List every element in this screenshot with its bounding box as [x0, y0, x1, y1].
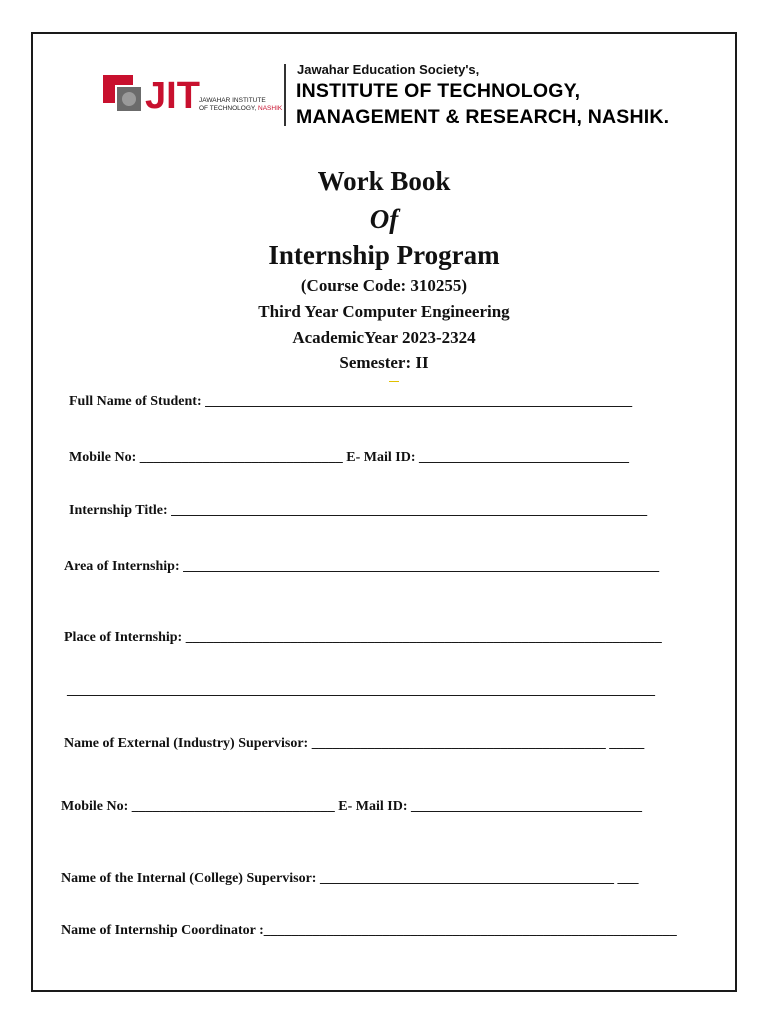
- field-mobile-email[interactable]: Mobile No: _____________________________ E- Mail ID: ______________________________: [69, 450, 629, 465]
- semester: Semester: II: [339, 353, 429, 372]
- title-of: Of: [369, 204, 399, 234]
- year-branch: Third Year Computer Engineering: [258, 302, 510, 321]
- title-internship-program: Internship Program: [268, 240, 500, 270]
- jit-logo-text: JIT: [145, 75, 200, 117]
- institute-name-line1: INSTITUTE OF TECHNOLOGY,: [296, 80, 581, 102]
- institute-name-line2: MANAGEMENT & RESEARCH, NASHIK.: [296, 106, 670, 128]
- field-place-continued[interactable]: ____________________________________________________________________________________: [67, 683, 655, 698]
- title-work-book: Work Book: [317, 166, 451, 196]
- jit-logo-icon: [103, 75, 141, 115]
- jit-logo-subtitle: JAWAHAR INSTITUTE OF TECHNOLOGY, NASHIK: [199, 97, 283, 112]
- field-internship-title[interactable]: Internship Title: ____________________________________________________________________: [69, 503, 648, 518]
- society-name: Jawahar Education Society's,: [297, 62, 480, 77]
- course-code: (Course Code: 310255): [300, 276, 468, 295]
- field-internal-supervisor[interactable]: Name of the Internal (College) Supervisor: __________________________________________ ___: [61, 871, 639, 886]
- field-external-supervisor[interactable]: Name of External (Industry) Supervisor: __________________________________________ _____: [64, 736, 645, 751]
- field-mobile-email-2[interactable]: Mobile No: _____________________________ E- Mail ID: _________________________________: [61, 799, 642, 814]
- academic-year: AcademicYear 2023-2324: [292, 328, 476, 347]
- header-divider: [284, 64, 286, 126]
- field-full-name[interactable]: Full Name of Student: _____________________________________________________________: [69, 394, 633, 409]
- mark: [389, 381, 399, 382]
- field-area-of-internship[interactable]: Area of Internship: ____________________________________________________________________: [64, 559, 660, 574]
- field-place-of-internship[interactable]: Place of Internship: ____________________________________________________________________: [64, 630, 662, 645]
- field-internship-coordinator[interactable]: Name of Internship Coordinator :___________________________________________________________: [61, 923, 677, 938]
